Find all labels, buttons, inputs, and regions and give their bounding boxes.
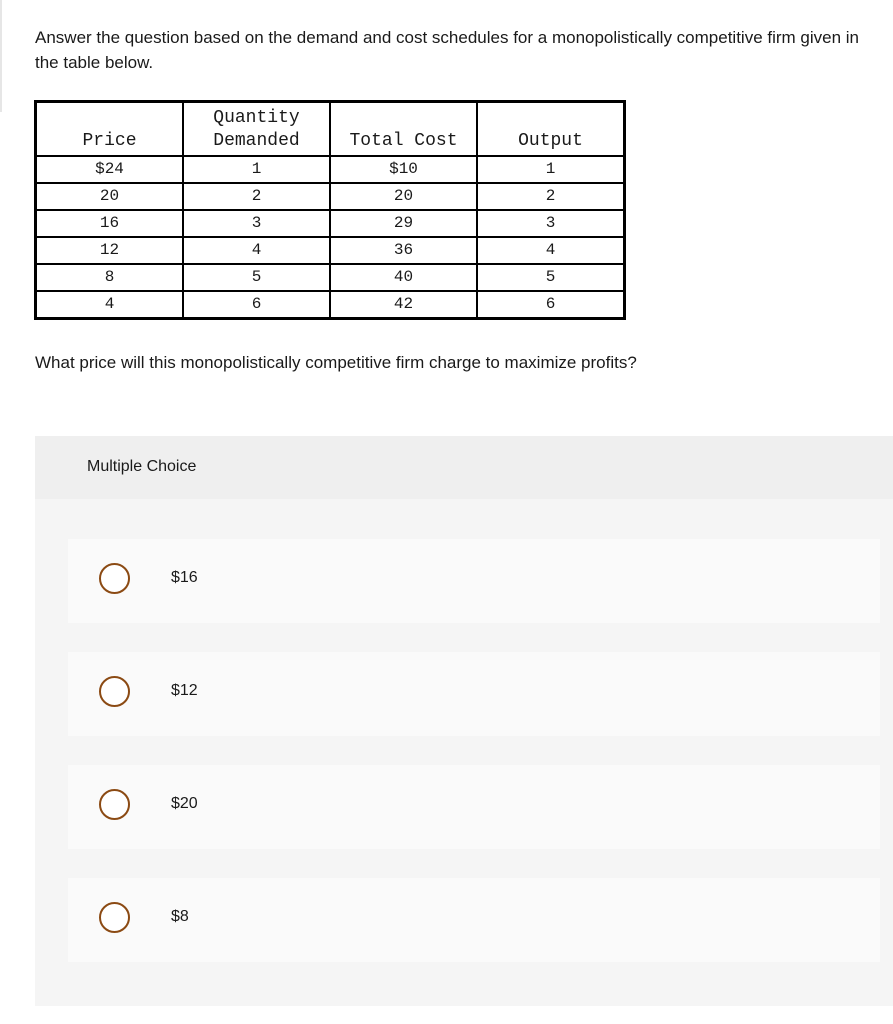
- table-cell: 36: [330, 237, 477, 264]
- left-edge-divider: [0, 0, 2, 112]
- table-cell: 42: [330, 291, 477, 318]
- answer-option-1[interactable]: [68, 539, 880, 623]
- header-price: Price: [36, 102, 183, 156]
- header-total-cost: Total Cost: [330, 102, 477, 156]
- header-quantity-demanded-text: Quantity Demanded: [213, 108, 300, 151]
- table-cell: 3: [183, 210, 330, 237]
- table-cell: 6: [477, 291, 624, 318]
- table-row: [36, 291, 624, 318]
- table-cell: 4: [477, 237, 624, 264]
- header-quantity-demanded: [183, 102, 330, 156]
- table-cell: 5: [477, 264, 624, 291]
- answer-option-label: $16: [171, 569, 198, 586]
- answer-option-2[interactable]: [68, 652, 880, 736]
- answer-option-4[interactable]: [68, 878, 880, 962]
- table-cell: 8: [36, 264, 183, 291]
- header-output: Output: [477, 102, 624, 156]
- table-cell: 12: [36, 237, 183, 264]
- answer-option-label: $20: [171, 795, 198, 812]
- radio-button[interactable]: [99, 563, 130, 594]
- table-cell: 1: [477, 156, 624, 183]
- radio-button[interactable]: [99, 676, 130, 707]
- table-cell: 4: [183, 237, 330, 264]
- table-cell: 6: [183, 291, 330, 318]
- table-row: [36, 210, 624, 237]
- table-cell: 16: [36, 210, 183, 237]
- table-cell: $10: [330, 156, 477, 183]
- table-cell: 1: [183, 156, 330, 183]
- answer-option-3[interactable]: [68, 765, 880, 849]
- table-row: [36, 156, 624, 183]
- answer-option-label: $12: [171, 682, 198, 699]
- schedule-table-wrapper: [34, 100, 626, 320]
- table-cell: 20: [36, 183, 183, 210]
- table-cell: 20: [330, 183, 477, 210]
- table-cell: $24: [36, 156, 183, 183]
- table-cell: 29: [330, 210, 477, 237]
- table-cell: 40: [330, 264, 477, 291]
- table-row: [36, 237, 624, 264]
- question-intro: Answer the question based on the demand and cost schedules for a monopolistically competitive firm given in the table below.: [35, 28, 860, 72]
- multiple-choice-panel: [35, 436, 893, 1006]
- table-row: [36, 264, 624, 291]
- table-cell: 2: [477, 183, 624, 210]
- table-cell: 4: [36, 291, 183, 318]
- table-cell: 2: [183, 183, 330, 210]
- radio-button[interactable]: [99, 789, 130, 820]
- radio-button[interactable]: [99, 902, 130, 933]
- question-prompt: What price will this monopolistically competitive firm charge to maximize profits?: [35, 353, 637, 372]
- table-cell: 5: [183, 264, 330, 291]
- table-header-row: [36, 102, 624, 156]
- multiple-choice-title: Multiple Choice: [87, 458, 197, 475]
- answer-option-label: $8: [171, 908, 189, 925]
- multiple-choice-header: [35, 436, 893, 499]
- demand-cost-schedule-table: [34, 100, 626, 320]
- table-row: [36, 183, 624, 210]
- table-cell: 3: [477, 210, 624, 237]
